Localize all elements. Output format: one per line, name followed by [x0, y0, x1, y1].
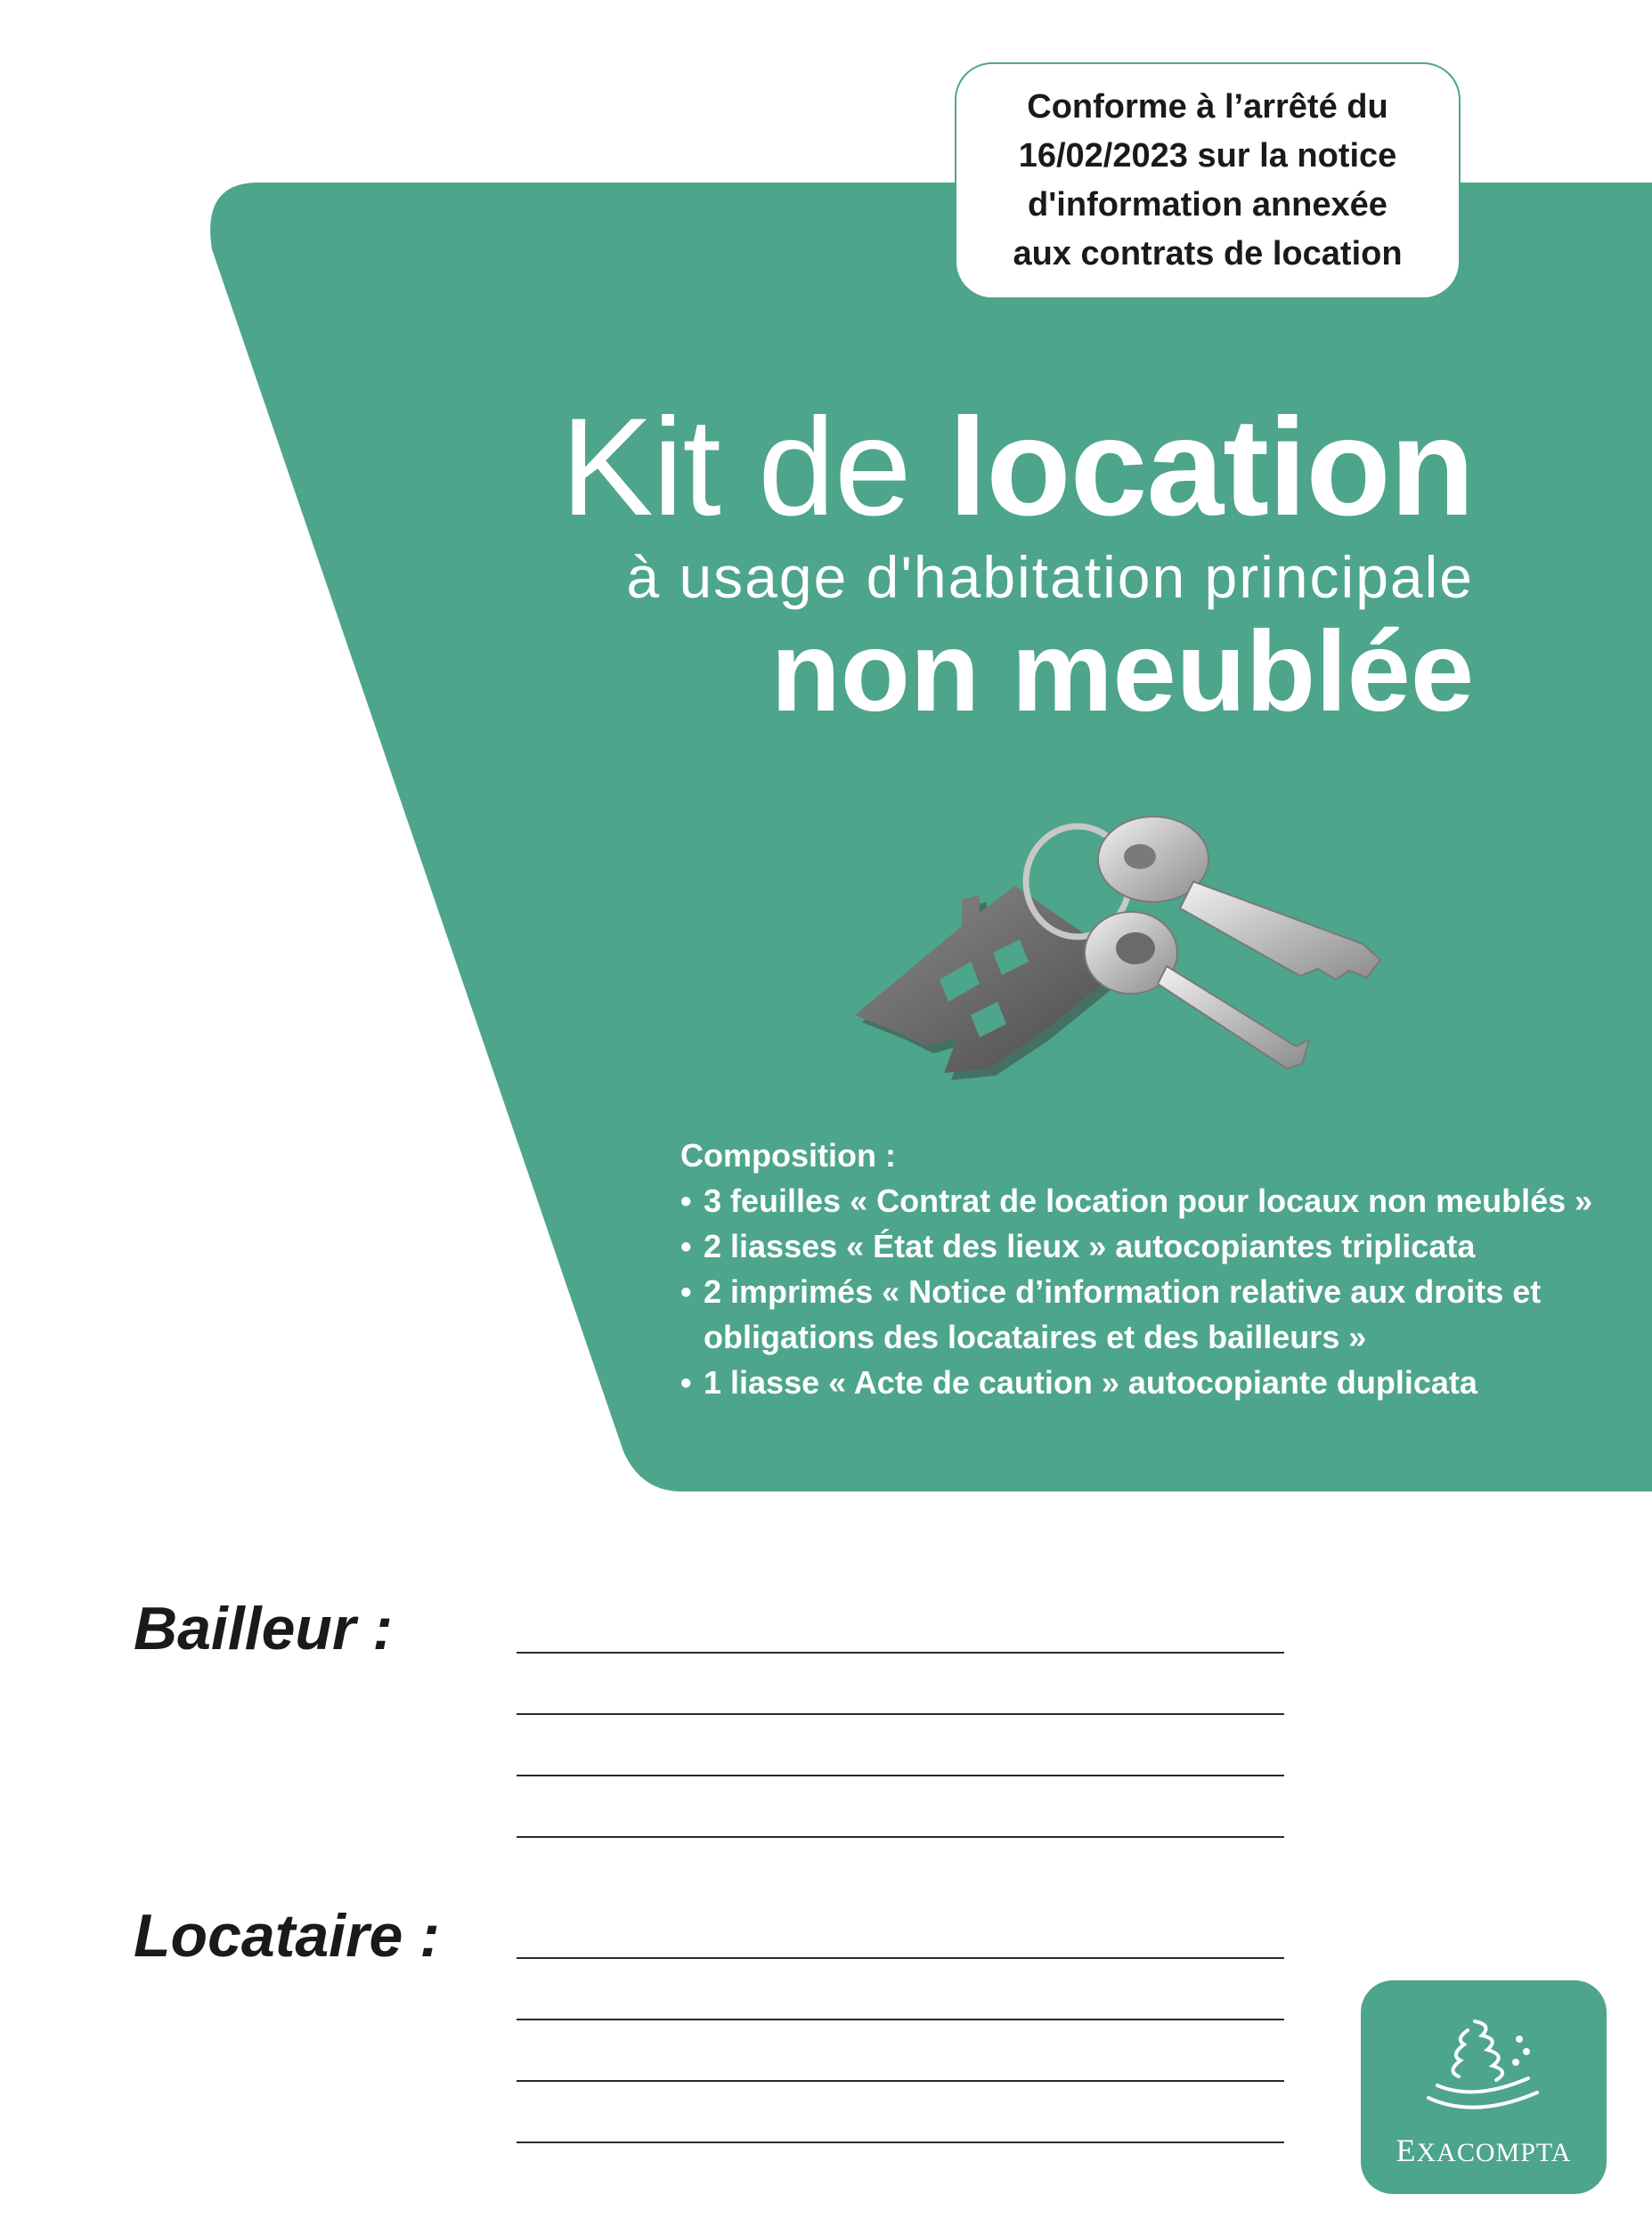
title-block: [561, 392, 1474, 734]
title-main-light: Kit de: [560, 390, 911, 545]
keys-icon: [1085, 817, 1380, 1069]
house-keyring-illustration: [837, 801, 1452, 1086]
composition-section: [680, 1133, 1592, 1405]
brand-name-initial: E: [1396, 2133, 1417, 2168]
house-keychain-icon: [855, 886, 1138, 1080]
locataire-label: Locataire :: [134, 1902, 440, 1970]
locataire-line[interactable]: [517, 2019, 1284, 2020]
notice-line: 16/02/2023 sur la notice: [1018, 137, 1397, 175]
exacompta-tree-logo-icon: [1412, 2012, 1555, 2119]
title-main-bold: location: [948, 390, 1474, 545]
notice-line: aux contrats de location: [1013, 235, 1403, 272]
locataire-line[interactable]: [517, 1957, 1284, 1959]
conformity-notice-box: [955, 62, 1461, 299]
notice-line: d'information annexée: [1028, 186, 1388, 224]
locataire-line[interactable]: [517, 2080, 1284, 2082]
locataire-line[interactable]: [517, 2142, 1284, 2143]
composition-item: • 1 liasse « Acte de caution » autocopiante duplicata: [680, 1360, 1592, 1405]
composition-item: • 2 imprimés « Notice d’information relative aux droits et: [680, 1269, 1592, 1314]
title-non-meublee: non meublée: [770, 608, 1474, 736]
bailleur-line[interactable]: [517, 1775, 1284, 1776]
bailleur-line[interactable]: [517, 1836, 1284, 1838]
title-subtitle: à usage d'habitation principale: [626, 544, 1474, 610]
bailleur-line[interactable]: [517, 1713, 1284, 1715]
bailleur-line[interactable]: [517, 1652, 1284, 1654]
composition-item: • 2 liasses « État des lieux » autocopiantes triplicata: [680, 1223, 1592, 1269]
brand-name: [1361, 2132, 1607, 2169]
exacompta-logo: [1361, 1980, 1607, 2194]
composition-item: • 3 feuilles « Contrat de location pour locaux non meublés »: [680, 1178, 1592, 1223]
notice-line: Conforme à l’arrêté du: [1027, 88, 1388, 126]
composition-item-continuation: obligations des locataires et des bailleurs »: [704, 1319, 1367, 1355]
composition-list: [680, 1178, 1592, 1405]
title-main: [561, 392, 1474, 543]
bailleur-label: Bailleur :: [134, 1595, 393, 1662]
brand-name-rest: XACOMPTA: [1416, 2138, 1572, 2167]
composition-heading: Composition :: [680, 1137, 896, 1174]
